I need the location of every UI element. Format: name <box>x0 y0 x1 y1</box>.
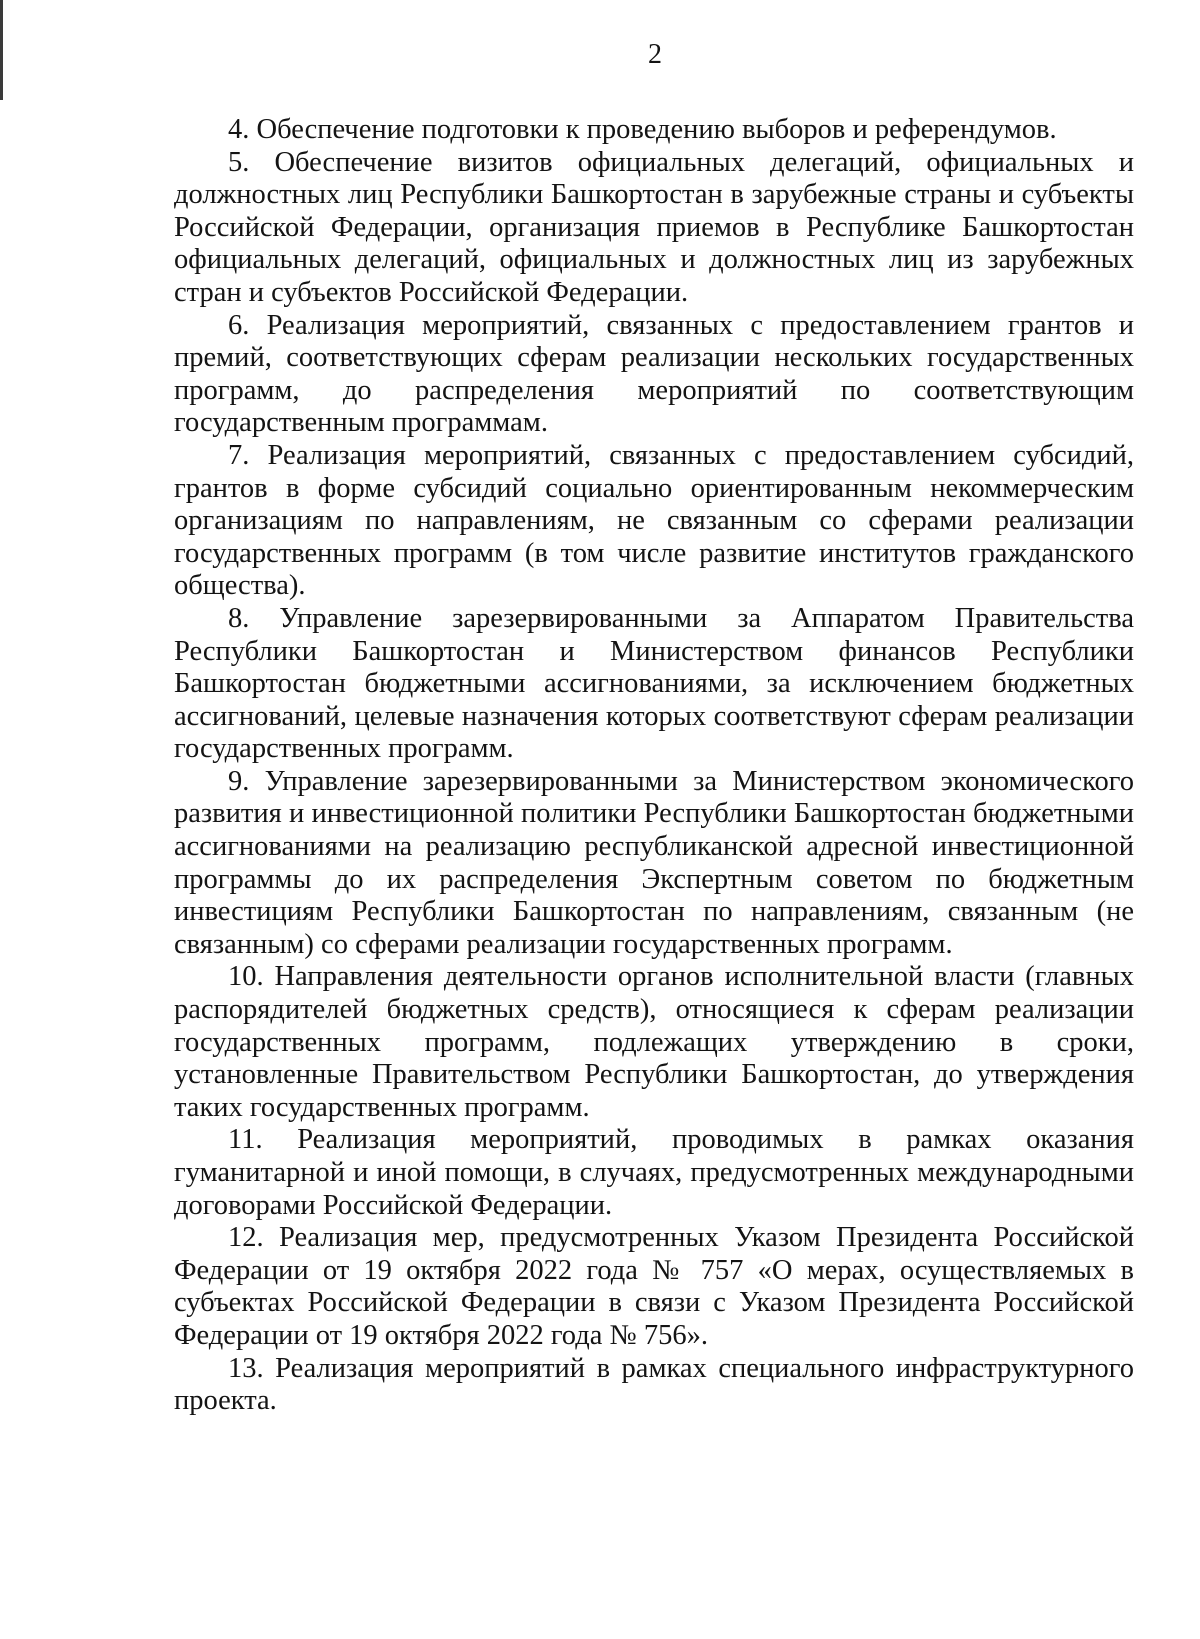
paragraph-item-5: 5. Обеспечение визитов официальных делегаций, официальных и должностных лиц Республики Башкортостан в зарубежные страны и субъекты Российской Федерации, организация приемов в Республике Башкортостан официальных делегаций, официальных и должностных лиц из зарубежных стран и субъектов Российской Федерации. <box>174 146 1134 308</box>
paragraph-item-9: 9. Управление зарезервированными за Министерством экономического развития и инвестиционной политики Республики Башкортостан бюджетными ассигнованиями на реализацию республиканской адресной инвестиционной программы до их распределения Экспертным советом по бюджетным инвестициям Республики Башкортостан по направлениям, связанным (не связанным) со сферами реализации государственных программ. <box>174 765 1134 960</box>
paragraph-item-13: 13. Реализация мероприятий в рамках специального инфраструктурного проекта. <box>174 1352 1134 1417</box>
paragraph-item-8: 8. Управление зарезервированными за Аппаратом Правительства Республики Башкортостан и Министерством финансов Республики Башкортостан бюджетными ассигнованиями, за исключением бюджетных ассигнований, целевые назначения которых соответствуют сферам реализации государственных программ. <box>174 602 1134 765</box>
page-number: 2 <box>648 39 662 70</box>
paragraph-item-11: 11. Реализация мероприятий, проводимых в рамках оказания гуманитарной и иной помощи, в случаях, предусмотренных международными договорами Российской Федерации. <box>174 1124 1134 1221</box>
paragraph-item-12: 12. Реализация мер, предусмотренных Указом Президента Российской Федерации от 19 октября 2022 года № 757 «О мерах, осуществляемых в субъектах Российской Федерации в связи с Указом Президента Российской Федерации от 19 октября 2022 года № 756». <box>174 1222 1134 1351</box>
paragraph-item-10: 10. Направления деятельности органов исполнительной власти (главных распорядителей бюджетных средств), относящиеся к сферам реализации государственных программ, подлежащих утверждению в сроки, установленные Правительством Республики Башкортостан, до утверждения таких государственных программ. <box>174 961 1134 1123</box>
paragraph-item-7: 7. Реализация мероприятий, связанных с предоставлением субсидий, грантов в форме субсидий социально ориентированным некоммерческим организациям по направлениям, не связанным со сферами реализации государственных программ (в том числе развитие институтов гражданского общества). <box>174 439 1134 602</box>
paragraph-item-6: 6. Реализация мероприятий, связанных с предоставлением грантов и премий, соответствующих сферам реализации нескольких государственных программ, до распределения мероприятий по соответствующим государственным программам. <box>174 309 1134 439</box>
paragraph-item-4: 4. Обеспечение подготовки к проведению выборов и референдумов. <box>228 114 1057 145</box>
document-body <box>174 114 1134 1418</box>
